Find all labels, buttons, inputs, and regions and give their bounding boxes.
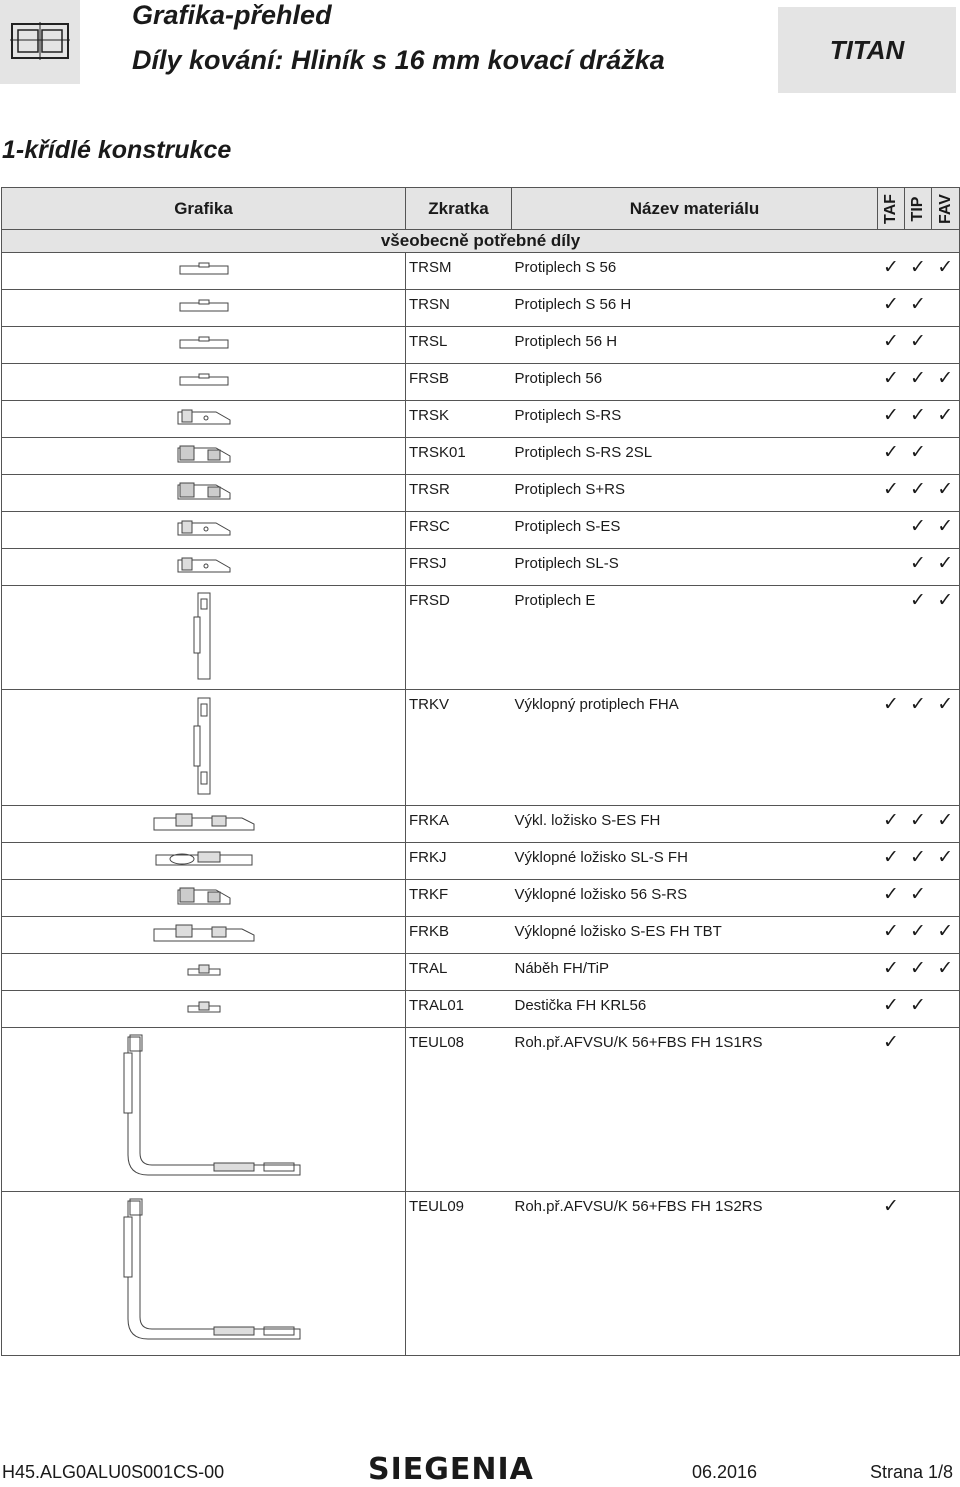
check-taf: ✓ <box>878 1028 905 1192</box>
table-row <box>2 327 960 364</box>
part-name: Protiplech S 56 <box>512 253 878 290</box>
part-drawing-icon <box>2 438 406 475</box>
part-drawing-icon <box>2 991 406 1028</box>
window-frame-icon <box>8 20 72 64</box>
section-title: 1-křídlé konstrukce <box>2 136 232 164</box>
group-label: všeobecně potřebné díly <box>2 230 960 253</box>
table-header-row <box>2 188 960 230</box>
part-name: Výklopné ložisko 56 S-RS <box>512 880 878 917</box>
check-fav <box>932 438 960 475</box>
part-drawing-icon <box>2 880 406 917</box>
part-name: Protiplech E <box>512 586 878 690</box>
check-fav: ✓ <box>932 806 960 843</box>
part-drawing-icon <box>2 253 406 290</box>
table-row <box>2 512 960 549</box>
table-row <box>2 917 960 954</box>
check-taf: ✓ <box>878 401 905 438</box>
part-code: FRSB <box>406 364 512 401</box>
part-code: FRSC <box>406 512 512 549</box>
table-row <box>2 438 960 475</box>
check-tip: ✓ <box>905 954 932 991</box>
check-taf: ✓ <box>878 880 905 917</box>
part-drawing-icon <box>2 843 406 880</box>
part-drawing-icon <box>2 475 406 512</box>
check-fav: ✓ <box>932 401 960 438</box>
check-tip <box>905 1192 932 1356</box>
col-header-tip: TIP <box>905 188 932 230</box>
table-row <box>2 586 960 690</box>
part-code: TRSL <box>406 327 512 364</box>
check-taf: ✓ <box>878 954 905 991</box>
footer-brand-logo: SIEGENIA <box>368 1452 534 1487</box>
check-taf: ✓ <box>878 843 905 880</box>
check-taf: ✓ <box>878 364 905 401</box>
part-drawing-icon <box>2 690 406 806</box>
part-name: Protiplech 56 <box>512 364 878 401</box>
table-row <box>2 475 960 512</box>
part-code: TRSM <box>406 253 512 290</box>
part-code: FRKA <box>406 806 512 843</box>
part-name: Protiplech S 56 H <box>512 290 878 327</box>
check-tip: ✓ <box>905 327 932 364</box>
part-code: TEUL08 <box>406 1028 512 1192</box>
check-taf: ✓ <box>878 438 905 475</box>
check-tip: ✓ <box>905 290 932 327</box>
check-tip: ✓ <box>905 690 932 806</box>
part-code: TRSN <box>406 290 512 327</box>
check-tip: ✓ <box>905 401 932 438</box>
table-row <box>2 806 960 843</box>
part-name: Výklopné ložisko S-ES FH TBT <box>512 917 878 954</box>
product-line-label: TITAN <box>829 35 905 65</box>
table-row <box>2 1028 960 1192</box>
table-row <box>2 690 960 806</box>
part-code: TRSK <box>406 401 512 438</box>
check-tip: ✓ <box>905 586 932 690</box>
part-drawing-icon <box>2 1028 406 1192</box>
table-row <box>2 1192 960 1356</box>
check-fav <box>932 991 960 1028</box>
part-drawing-icon <box>2 806 406 843</box>
check-taf: ✓ <box>878 806 905 843</box>
part-name: Roh.př.AFVSU/K 56+FBS FH 1S2RS <box>512 1192 878 1356</box>
window-diagram-logo <box>0 0 80 84</box>
part-name: Výklopný protiplech FHA <box>512 690 878 806</box>
col-header-code: Zkratka <box>406 188 512 230</box>
check-fav <box>932 880 960 917</box>
check-taf: ✓ <box>878 253 905 290</box>
page-subtitle: Díly kování: Hliník s 16 mm kovací drážka <box>132 45 665 75</box>
part-drawing-icon <box>2 364 406 401</box>
table-row <box>2 880 960 917</box>
table-row <box>2 364 960 401</box>
part-name: Protiplech S-RS 2SL <box>512 438 878 475</box>
check-fav: ✓ <box>932 253 960 290</box>
check-fav: ✓ <box>932 586 960 690</box>
table-row <box>2 991 960 1028</box>
table-row <box>2 401 960 438</box>
part-code: FRKJ <box>406 843 512 880</box>
part-code: TRKF <box>406 880 512 917</box>
part-code: TRAL01 <box>406 991 512 1028</box>
check-fav <box>932 290 960 327</box>
check-fav: ✓ <box>932 512 960 549</box>
footer-date: 06.2016 <box>692 1462 758 1482</box>
part-drawing-icon <box>2 1192 406 1356</box>
check-tip: ✓ <box>905 880 932 917</box>
check-fav: ✓ <box>932 475 960 512</box>
check-tip <box>905 1028 932 1192</box>
page-title: Grafika-přehled <box>132 0 332 30</box>
part-name: Výklopné ložisko SL-S FH <box>512 843 878 880</box>
check-fav: ✓ <box>932 917 960 954</box>
part-code: TEUL09 <box>406 1192 512 1356</box>
col-header-fav: FAV <box>932 188 960 230</box>
part-drawing-icon <box>2 512 406 549</box>
part-drawing-icon <box>2 954 406 991</box>
part-name: Protiplech S-RS <box>512 401 878 438</box>
part-code: TRKV <box>406 690 512 806</box>
part-drawing-icon <box>2 917 406 954</box>
group-row <box>2 230 960 253</box>
part-name: Roh.př.AFVSU/K 56+FBS FH 1S1RS <box>512 1028 878 1192</box>
part-drawing-icon <box>2 327 406 364</box>
check-tip: ✓ <box>905 475 932 512</box>
part-code: FRKB <box>406 917 512 954</box>
table-row <box>2 549 960 586</box>
check-tip: ✓ <box>905 991 932 1028</box>
col-header-taf: TAF <box>878 188 905 230</box>
col-header-graphic: Grafika <box>2 188 406 230</box>
check-taf: ✓ <box>878 991 905 1028</box>
part-name: Protiplech SL-S <box>512 549 878 586</box>
check-fav: ✓ <box>932 954 960 991</box>
check-tip: ✓ <box>905 806 932 843</box>
check-fav: ✓ <box>932 690 960 806</box>
check-tip: ✓ <box>905 549 932 586</box>
table-row <box>2 253 960 290</box>
part-name: Protiplech 56 H <box>512 327 878 364</box>
check-fav <box>932 1028 960 1192</box>
part-name: Náběh FH/TiP <box>512 954 878 991</box>
page-number: Strana 1/8 <box>870 1462 954 1482</box>
parts-table <box>1 187 960 1356</box>
check-tip: ✓ <box>905 917 932 954</box>
check-fav: ✓ <box>932 549 960 586</box>
check-taf <box>878 549 905 586</box>
check-taf: ✓ <box>878 290 905 327</box>
check-tip: ✓ <box>905 512 932 549</box>
part-drawing-icon <box>2 549 406 586</box>
part-name: Protiplech S-ES <box>512 512 878 549</box>
check-fav <box>932 327 960 364</box>
check-fav: ✓ <box>932 364 960 401</box>
document-code: H45.ALG0ALU0S001CS-00 <box>2 1462 225 1482</box>
check-taf: ✓ <box>878 690 905 806</box>
part-code: TRSK01 <box>406 438 512 475</box>
check-taf: ✓ <box>878 917 905 954</box>
check-fav <box>932 1192 960 1356</box>
table-row <box>2 290 960 327</box>
check-tip: ✓ <box>905 438 932 475</box>
product-line-box <box>778 7 956 93</box>
col-header-name: Název materiálu <box>512 188 878 230</box>
check-taf <box>878 512 905 549</box>
check-tip: ✓ <box>905 253 932 290</box>
check-tip: ✓ <box>905 843 932 880</box>
part-name: Destička FH KRL56 <box>512 991 878 1028</box>
part-drawing-icon <box>2 401 406 438</box>
part-code: TRSR <box>406 475 512 512</box>
table-row <box>2 954 960 991</box>
part-code: TRAL <box>406 954 512 991</box>
table-row <box>2 843 960 880</box>
part-code: FRSD <box>406 586 512 690</box>
part-drawing-icon <box>2 290 406 327</box>
check-fav: ✓ <box>932 843 960 880</box>
part-name: Protiplech S+RS <box>512 475 878 512</box>
check-taf: ✓ <box>878 475 905 512</box>
check-taf: ✓ <box>878 327 905 364</box>
check-taf <box>878 586 905 690</box>
part-drawing-icon <box>2 586 406 690</box>
part-code: FRSJ <box>406 549 512 586</box>
part-name: Výkl. ložisko S-ES FH <box>512 806 878 843</box>
check-tip: ✓ <box>905 364 932 401</box>
check-taf: ✓ <box>878 1192 905 1356</box>
